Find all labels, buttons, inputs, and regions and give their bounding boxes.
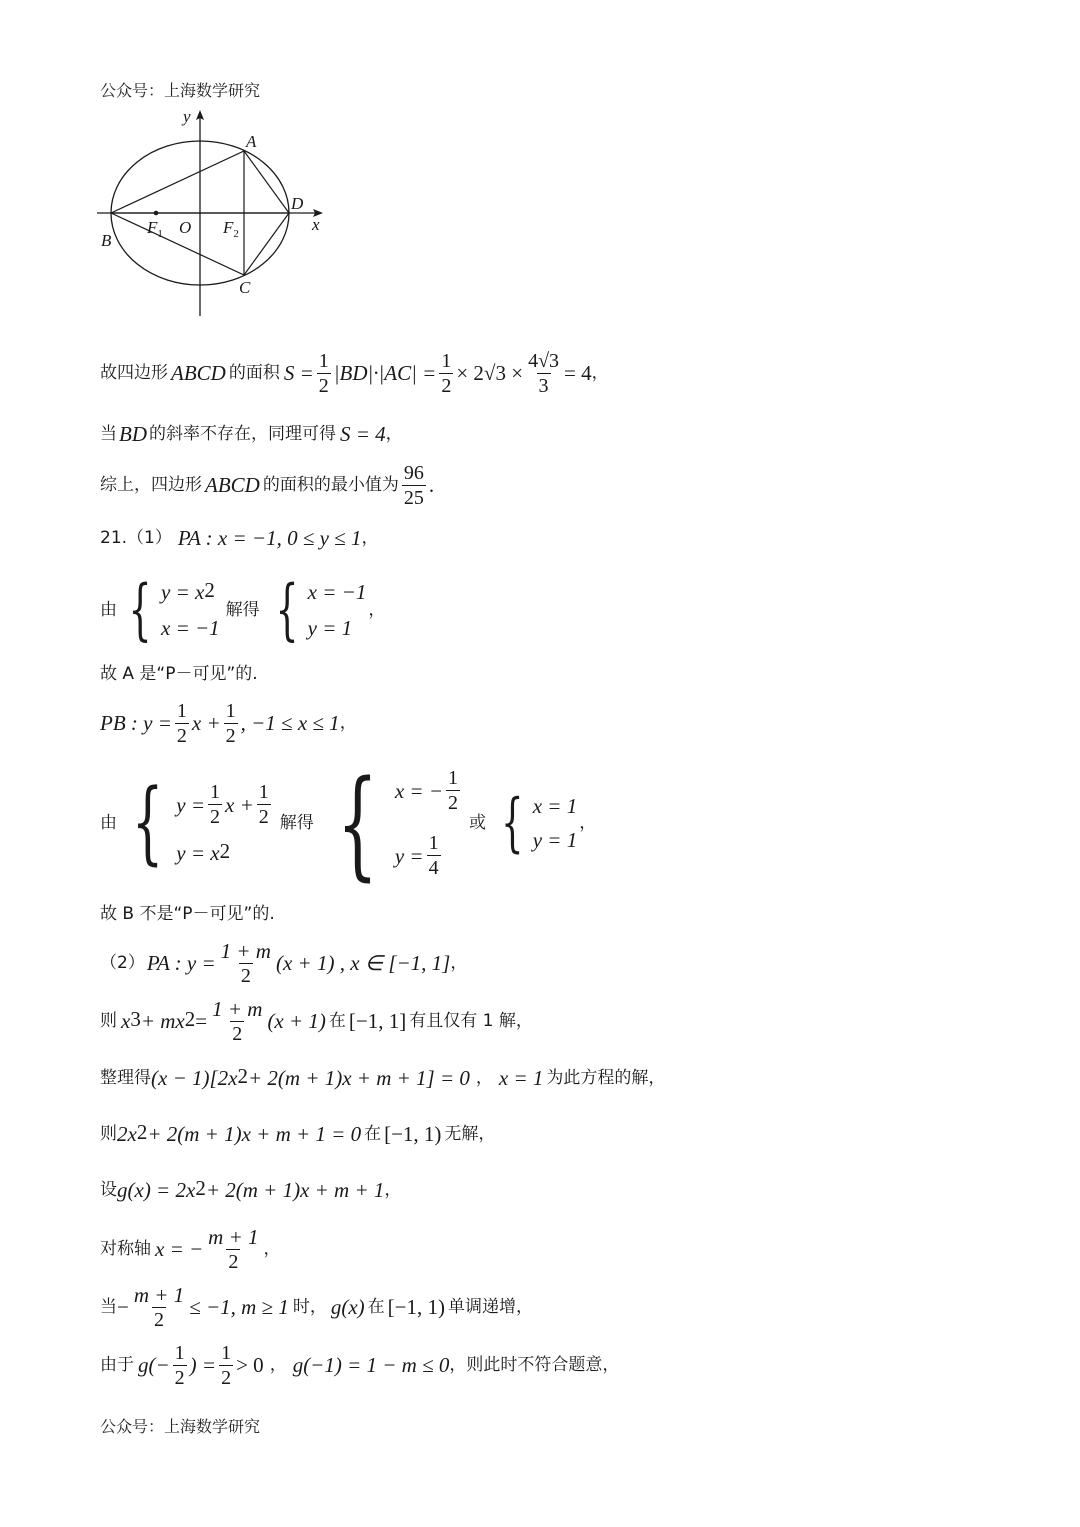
math-text: y = x $^2$ — [176, 839, 231, 865]
fraction — [224, 700, 238, 747]
math-text: 在 — [367, 1297, 385, 1317]
math-text: − — [117, 1295, 129, 1319]
fraction-numerator: 1 — [210, 781, 221, 803]
math-text — [395, 832, 463, 879]
math-text: 单调递增， — [447, 1297, 533, 1317]
fraction — [173, 1342, 187, 1389]
math-text: y = x — [176, 841, 220, 865]
fraction-denominator: 2 — [154, 1308, 165, 1331]
fraction-denominator: 3 — [538, 374, 549, 397]
label-y: y — [183, 107, 191, 126]
fraction-denominator: 2 — [174, 1366, 185, 1389]
math-text: ， — [361, 528, 379, 548]
math-text: 设 — [100, 1180, 117, 1200]
label-a: A — [246, 132, 257, 151]
math-text: 故四边形 — [100, 363, 168, 383]
fraction-denominator: 2 — [176, 724, 187, 747]
math-text: (x − 1)[2x — [151, 1066, 238, 1090]
math-text: 故 B 不是“P－可见”的. — [100, 904, 275, 924]
math-text: 解得 — [279, 813, 314, 833]
equation-system — [492, 786, 578, 860]
fraction-numerator: 96 — [403, 461, 424, 484]
math-text: × 2√3 × — [456, 361, 524, 385]
math-text: 的斜率不存在，同理可得 — [149, 424, 336, 444]
visible-b-line — [100, 902, 275, 926]
math-text: 当 — [100, 424, 117, 444]
math-text: 则 — [100, 1011, 117, 1031]
label-d: D — [291, 194, 304, 213]
math-text: x + — [225, 792, 254, 817]
math-text: y = x — [161, 580, 205, 604]
eq2-line: 整理得 (x − 1)[2x $^2$ + 2(m + 1)x + m + 1] = 0 ， x = 1 为此方程的解， — [100, 1064, 666, 1090]
math-text: x = 1 — [498, 1066, 544, 1090]
math-text — [308, 580, 367, 604]
fraction-denominator: 2 — [318, 374, 329, 397]
fraction-denominator: 2 — [221, 1366, 232, 1389]
math-text: = — [195, 1009, 208, 1033]
fraction — [206, 1226, 260, 1273]
label-f1: $F_1$ — [147, 218, 163, 240]
fraction-numerator: 1 — [258, 781, 269, 803]
math-text: > 0 — [236, 1353, 264, 1377]
math-text — [308, 580, 367, 640]
fraction-numerator: 1 + m — [220, 938, 271, 963]
math-text: 为此方程的解， — [546, 1068, 666, 1088]
left-brace: { — [275, 571, 299, 648]
math-text: 由 — [100, 813, 117, 833]
system1-line — [100, 571, 386, 648]
math-text: y = 1 — [532, 828, 578, 852]
math-text: , −1 ≤ x ≤ 1 — [240, 711, 340, 735]
math-text — [161, 580, 220, 640]
left-brace: { — [128, 571, 152, 648]
math-text: + 2(m + 1)x + m + 1 = 0 — [147, 1122, 362, 1146]
fraction-numerator: 1 — [174, 1341, 185, 1364]
math-text: ， — [475, 1068, 493, 1088]
equation-system — [119, 571, 220, 648]
math-text: 无解， — [444, 1124, 496, 1144]
math-text: x = − — [155, 1237, 204, 1261]
math-text: 整理得 — [100, 1068, 151, 1088]
q21-line — [100, 526, 378, 550]
fraction — [208, 781, 222, 828]
fraction-numerator: m + 1 — [208, 1224, 259, 1249]
fraction-numerator: 1 — [225, 699, 236, 722]
math-text: 2x — [117, 1122, 137, 1146]
fraction-numerator: 1 — [221, 1341, 232, 1364]
math-text — [533, 794, 578, 818]
math-text: BD — [119, 422, 147, 446]
math-text: g(−1) = 1 − m ≤ 0 — [292, 1353, 450, 1377]
math-text: 对称轴 — [100, 1239, 151, 1259]
fraction — [526, 350, 561, 397]
fraction-denominator: 4 — [428, 857, 439, 879]
math-text: 综上，四边形 — [100, 475, 202, 495]
math-text: (x + 1) — [267, 1009, 326, 1033]
fraction — [132, 1284, 186, 1331]
fraction-denominator: 2 — [225, 724, 236, 747]
left-brace: { — [336, 754, 378, 892]
math-text: x — [121, 1009, 131, 1033]
math-text: S = 4 — [340, 422, 386, 446]
fraction — [402, 462, 426, 509]
math-text: ， — [263, 1239, 281, 1259]
visible-a-line — [100, 662, 258, 686]
fraction-numerator: 4√3 — [528, 349, 560, 372]
label-f2: $F_2$ — [223, 218, 239, 240]
math-text — [533, 828, 578, 852]
math-text: + 2(m + 1)x + m + 1] = 0 — [247, 1066, 470, 1090]
math-text: 有且仅有 1 解， — [409, 1011, 533, 1031]
eq3-line: 则 2x $^2$ + 2(m + 1)x + m + 1 = 0 在 [−1, 1) 无解， — [100, 1120, 496, 1146]
left-brace: { — [501, 786, 524, 860]
math-text: . — [428, 473, 435, 497]
fraction-numerator: 1 + m — [212, 996, 263, 1021]
equation-system — [266, 571, 367, 648]
left-brace: { — [131, 770, 164, 875]
fraction-denominator: 2 — [258, 806, 269, 828]
fraction — [210, 998, 264, 1045]
fraction-denominator: 2 — [448, 792, 459, 814]
math-text: ≤ −1, m ≥ 1 — [189, 1295, 289, 1319]
math-text: 解得 — [225, 600, 260, 620]
math-text: 由 — [100, 600, 117, 620]
math-text: y = 1 — [307, 616, 353, 640]
eq1-line: 则 x $^3$ + mx $^2$ = $\frac{1 + m}{2}$ (x + 1) 在 [−1, 1] 有且仅有 1 解， — [100, 996, 533, 1045]
footer-source-label: 公众号：上海数学研究 — [100, 1417, 261, 1436]
g-def-line: 设 g(x) = 2x $^2$ + 2(m + 1)x + m + 1 ， — [100, 1176, 402, 1202]
math-text: x + — [191, 711, 221, 735]
fraction-denominator: 2 — [441, 374, 452, 397]
label-o: O — [179, 218, 192, 237]
fraction-numerator: 1 — [318, 349, 329, 372]
axis-line — [100, 1222, 281, 1276]
math-text — [533, 794, 578, 852]
math-text: PB : y = — [100, 711, 172, 735]
slope-line — [100, 422, 403, 446]
math-text: ， — [579, 813, 597, 833]
math-text: 由于 — [100, 1355, 134, 1375]
fraction — [219, 940, 273, 987]
case-line — [100, 1280, 533, 1334]
focus-f1-dot — [154, 211, 159, 216]
math-text — [308, 616, 367, 640]
math-text — [161, 616, 220, 640]
math-text — [176, 781, 274, 828]
math-text: （2） — [100, 953, 145, 973]
math-text: y = — [176, 792, 206, 817]
math-text: g(x) — [330, 1295, 365, 1319]
math-text: x = −1 — [161, 616, 220, 640]
fraction-denominator: 2 — [210, 806, 221, 828]
fraction — [175, 700, 189, 747]
math-text: ABCD — [205, 473, 260, 497]
area-line — [100, 346, 609, 400]
math-text: 时， — [292, 1297, 327, 1317]
fraction-numerator: 1 — [441, 349, 452, 372]
equation-system — [119, 770, 274, 875]
math-text: g(− — [138, 1353, 170, 1377]
fraction — [427, 832, 441, 879]
math-text — [395, 767, 463, 814]
math-text: 21.（1） — [100, 528, 172, 548]
math-text — [176, 781, 274, 865]
math-text: g(x) = 2x — [117, 1178, 196, 1202]
q2-pa-line — [100, 936, 467, 990]
math-text: 的面积的最小值为 — [262, 475, 399, 495]
math-text: 的面积 — [228, 363, 280, 383]
fraction — [439, 350, 453, 397]
math-text: [−1, 1) — [384, 1122, 442, 1146]
math-text: |BD|·|AC| = — [333, 361, 437, 385]
math-text: PA : x = −1, 0 ≤ y ≤ 1 — [177, 526, 362, 550]
math-text: = 4 — [564, 361, 592, 385]
math-text: + 2(m + 1)x + m + 1 — [205, 1178, 385, 1202]
ellipse-figure — [95, 106, 335, 321]
fraction-denominator: 2 — [240, 964, 251, 987]
label-x: x — [312, 215, 320, 234]
system2-line — [100, 754, 597, 892]
equation-system — [320, 754, 463, 892]
math-text: ，则此时不符合题意， — [449, 1355, 620, 1375]
math-text: ) = — [189, 1353, 217, 1377]
math-text: x = − — [394, 778, 444, 803]
math-text: ， — [269, 1355, 287, 1375]
fraction — [446, 767, 460, 814]
math-text: 在 — [364, 1124, 382, 1144]
math-text: [−1, 1] — [348, 1009, 407, 1033]
label-c: C — [239, 278, 251, 297]
math-text: 则 — [100, 1124, 117, 1144]
math-text: x = −1 — [307, 580, 367, 604]
math-text: PA : y = — [146, 951, 216, 975]
label-b: B — [101, 231, 112, 250]
math-text: ， — [339, 713, 357, 733]
header-source-label: 公众号：上海数学研究 — [100, 81, 261, 100]
math-text — [395, 767, 463, 879]
math-text: y = x $^2$ — [161, 578, 215, 604]
math-text: + mx — [140, 1009, 185, 1033]
since-line — [100, 1338, 619, 1392]
fraction-numerator: 1 — [176, 699, 187, 722]
math-text: ， — [591, 363, 609, 383]
math-text: x = 1 — [532, 794, 578, 818]
math-text: ， — [385, 424, 403, 444]
pb-line — [100, 696, 357, 750]
math-text: ， — [368, 600, 386, 620]
fraction-numerator: 1 — [448, 767, 459, 789]
math-text: 或 — [469, 813, 487, 833]
math-text: ， — [384, 1180, 402, 1200]
fraction-numerator: 1 — [428, 832, 439, 854]
fraction-denominator: 2 — [232, 1022, 243, 1045]
summary-line — [100, 458, 434, 512]
fraction — [257, 781, 271, 828]
math-text: [−1, 1) — [387, 1295, 445, 1319]
math-text: y = — [394, 843, 424, 868]
fraction — [317, 350, 331, 397]
math-text: (x + 1) , x ∈ [−1, 1] — [275, 951, 451, 975]
math-text: ， — [450, 953, 468, 973]
fraction-denominator: 25 — [403, 486, 424, 509]
fraction-numerator: m + 1 — [133, 1282, 185, 1307]
math-text: ABCD — [171, 361, 226, 385]
math-text: S = — [283, 361, 314, 385]
fraction-denominator: 2 — [228, 1250, 239, 1273]
math-text: 在 — [328, 1011, 346, 1031]
math-text: 当 — [100, 1297, 117, 1317]
fraction — [219, 1342, 233, 1389]
math-text: 故 A 是“P－可见”的. — [100, 664, 258, 684]
